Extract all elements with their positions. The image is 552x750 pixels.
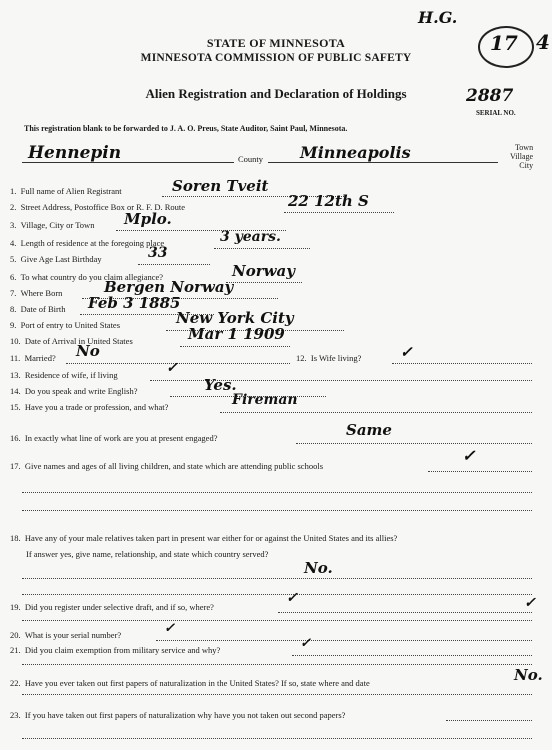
field-8: 8. Date of Birth	[10, 304, 66, 314]
field-20-value: ✓	[164, 621, 175, 636]
field-10: 10. Date of Arrival in United States	[10, 336, 133, 346]
field-15-value: Fireman	[232, 392, 298, 408]
field-3-value: Mplo.	[124, 210, 172, 228]
field-10-value: Mar 1 1909	[188, 325, 285, 343]
city-value: Minneapolis	[300, 143, 411, 162]
circled-number-text: 17	[490, 31, 518, 55]
field-12-value: ✓	[400, 343, 413, 361]
field-9-value: New York City	[176, 309, 294, 327]
field-22: 22. Have you ever taken out first papers of naturalization in the United States? If so, state where and date	[10, 678, 370, 688]
field-19-margin-check: ✓	[524, 595, 536, 611]
serial-label: SERIAL NO.	[476, 109, 516, 117]
field-15: 15. Have you a trade or profession, and what?	[10, 402, 169, 412]
field-7: 7. Where Born	[10, 288, 63, 298]
field-18: 18. Have any of your male relatives taken part in present war either for or against the United States and its allies?	[10, 533, 398, 543]
field-6-value: Norway	[232, 262, 295, 280]
field-17-value: ✓	[462, 446, 476, 465]
field-6: 6. To what country do you claim allegiance?	[10, 272, 164, 282]
form-title: Alien Registration and Declaration of Holdings	[145, 86, 407, 101]
field-1-value: Soren Tveit	[172, 177, 269, 195]
edge-mark: 4	[536, 30, 550, 54]
field-23: 23. If you have taken out first papers of naturalization why have you not taken out second papers?	[10, 710, 346, 720]
field-11-value: No	[76, 342, 100, 360]
instruction-text: This registration blank to be forwarded to J. A. O. Preus, State Auditor, Saint Paul, Minnesota.	[24, 124, 348, 133]
field-9: 9. Port of entry to United States	[10, 320, 121, 330]
corner-initials: H.G.	[418, 8, 458, 27]
commission-heading: MINNESOTA COMMISSION OF PUBLIC SAFETY	[140, 52, 412, 64]
town-village-city-labels: Town Village City	[510, 143, 534, 170]
field-16: 16. In exactly what line of work are you at present engaged?	[10, 433, 218, 443]
county-value: Hennepin	[28, 143, 122, 163]
field-11: 11. Married?	[10, 353, 56, 363]
field-21-value: ✓	[300, 636, 311, 651]
field-22-value: No.	[514, 666, 543, 684]
field-5: 5. Give Age Last Birthday	[10, 254, 102, 264]
state-heading: STATE OF MINNESOTA	[206, 36, 346, 50]
field-3: 3. Village, City or Town	[10, 220, 95, 230]
field-1: 1. Full name of Alien Registrant	[10, 186, 122, 196]
field-13-value: ✓	[166, 360, 178, 376]
field-5-value: 33	[148, 245, 168, 261]
field-12: 12. Is Wife living?	[296, 353, 362, 363]
county-label: County	[238, 154, 264, 164]
field-19-value: ✓	[286, 590, 298, 606]
field-20: 20. What is your serial number?	[10, 630, 122, 640]
field-7-value: Bergen Norway	[104, 278, 234, 296]
field-2-value: 22 12th S	[288, 192, 369, 210]
field-2: 2. Street Address, Postoffice Box or R. F. D. Route	[10, 202, 186, 212]
field-18-value: No.	[304, 559, 333, 577]
field-17: 17. Give names and ages of all living children, and state which are attending public schools	[10, 461, 323, 471]
field-19: 19. Did you register under selective draft, and if so, where?	[10, 602, 214, 612]
field-18-followup: If answer yes, give name, relationship, and state which country served?	[26, 549, 269, 559]
field-21: 21. Did you claim exemption from military service and why?	[10, 645, 221, 655]
field-14-value: Yes.	[204, 376, 237, 394]
field-4: 4. Length of residence at the foregoing place	[10, 238, 165, 248]
field-4-value: 3 years.	[220, 229, 281, 245]
field-8-value: Feb 3 1885	[88, 294, 181, 312]
field-13: 13. Residence of wife, if living	[10, 370, 118, 380]
field-14: 14. Do you speak and write English?	[10, 386, 138, 396]
serial-number: 2887	[466, 86, 514, 106]
field-16-value: Same	[346, 421, 392, 439]
